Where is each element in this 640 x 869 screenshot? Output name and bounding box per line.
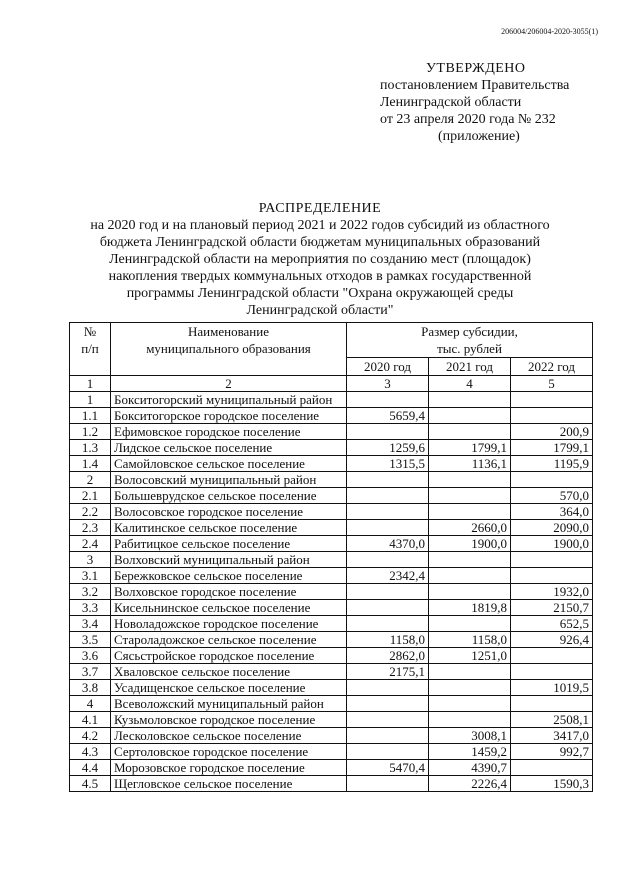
index-cell: 2 <box>111 376 347 392</box>
row-num: 4.5 <box>70 776 111 792</box>
table-row <box>70 696 593 712</box>
row-value-2021 <box>429 616 511 632</box>
row-value-2022: 926,4 <box>511 632 593 648</box>
row-name: Староладожское сельское поселение <box>111 632 347 648</box>
heading-line-6: Ленинградской области" <box>246 303 394 318</box>
approval-stamp <box>380 60 569 145</box>
approval-line-5: (приложение) <box>438 129 520 144</box>
row-value-2020: 2862,0 <box>347 648 429 664</box>
row-value-2022 <box>511 568 593 584</box>
row-value-2022: 3417,0 <box>511 728 593 744</box>
row-value-2021 <box>429 424 511 440</box>
row-value-2022 <box>511 760 593 776</box>
header-name: Наименование муниципального образования <box>111 323 347 376</box>
row-name: Кисельнинское сельское поселение <box>111 600 347 616</box>
row-value-2021: 2226,4 <box>429 776 511 792</box>
row-value-2021: 1251,0 <box>429 648 511 664</box>
row-num: 3 <box>70 552 111 568</box>
index-cell: 1 <box>70 376 111 392</box>
row-name: Волосовский муниципальный район <box>111 472 347 488</box>
row-name: Волховский муниципальный район <box>111 552 347 568</box>
subsidy-table <box>69 322 593 792</box>
heading-line-5: программы Ленинградской области "Охрана окружающей среды <box>126 286 514 301</box>
document-heading <box>80 200 560 319</box>
row-num: 3.4 <box>70 616 111 632</box>
row-value-2021: 1900,0 <box>429 536 511 552</box>
row-num: 3.5 <box>70 632 111 648</box>
document-id: 206004/206004-2020-3055(1) <box>501 27 598 36</box>
table-row <box>70 552 593 568</box>
row-num: 3.2 <box>70 584 111 600</box>
header-amount: Размер субсидии, тыс. рублей <box>347 323 593 358</box>
table-row <box>70 424 593 440</box>
approval-title: УТВЕРЖДЕНО <box>426 61 526 76</box>
row-value-2020 <box>347 696 429 712</box>
row-name: Бокситогорское городское поселение <box>111 408 347 424</box>
row-value-2020 <box>347 744 429 760</box>
row-value-2020 <box>347 424 429 440</box>
table-row <box>70 488 593 504</box>
table-row <box>70 632 593 648</box>
row-value-2022: 652,5 <box>511 616 593 632</box>
table-row <box>70 504 593 520</box>
row-value-2022 <box>511 552 593 568</box>
row-num: 1.4 <box>70 456 111 472</box>
table-row <box>70 392 593 408</box>
row-value-2021 <box>429 568 511 584</box>
table-row <box>70 456 593 472</box>
row-num: 4.3 <box>70 744 111 760</box>
approval-line-2: постановлением Правительства <box>380 78 570 93</box>
row-value-2022 <box>511 648 593 664</box>
row-value-2021 <box>429 392 511 408</box>
row-value-2022 <box>511 696 593 712</box>
row-value-2021: 1158,0 <box>429 632 511 648</box>
row-value-2020: 5470,4 <box>347 760 429 776</box>
row-name: Лесколовское сельское поселение <box>111 728 347 744</box>
row-value-2021 <box>429 488 511 504</box>
row-num: 2 <box>70 472 111 488</box>
table-row <box>70 440 593 456</box>
header-year-2021: 2021 год <box>429 358 511 376</box>
row-value-2020 <box>347 728 429 744</box>
row-value-2020: 2342,4 <box>347 568 429 584</box>
document-title: РАСПРЕДЕЛЕНИЕ <box>258 201 382 216</box>
index-cell: 5 <box>511 376 593 392</box>
table-row <box>70 568 593 584</box>
row-value-2022 <box>511 472 593 488</box>
row-value-2021 <box>429 680 511 696</box>
table-row <box>70 472 593 488</box>
row-value-2021: 1799,1 <box>429 440 511 456</box>
heading-line-3: Ленинградской области на мероприятия по созданию мест (площадок) <box>109 252 531 267</box>
row-value-2021 <box>429 408 511 424</box>
row-num: 2.3 <box>70 520 111 536</box>
row-value-2020: 2175,1 <box>347 664 429 680</box>
row-value-2021: 3008,1 <box>429 728 511 744</box>
row-name: Большеврудское сельское поселение <box>111 488 347 504</box>
row-name: Волховское городское поселение <box>111 584 347 600</box>
row-name: Ефимовское городское поселение <box>111 424 347 440</box>
row-num: 3.7 <box>70 664 111 680</box>
row-num: 4.1 <box>70 712 111 728</box>
row-value-2021: 2660,0 <box>429 520 511 536</box>
row-value-2022: 2150,7 <box>511 600 593 616</box>
row-name: Всеволожский муниципальный район <box>111 696 347 712</box>
table-row <box>70 616 593 632</box>
index-cell: 3 <box>347 376 429 392</box>
row-value-2022: 1799,1 <box>511 440 593 456</box>
row-value-2020: 1315,5 <box>347 456 429 472</box>
row-value-2021: 1136,1 <box>429 456 511 472</box>
row-num: 4.4 <box>70 760 111 776</box>
header-num: № п/п <box>70 323 111 376</box>
row-num: 3.8 <box>70 680 111 696</box>
row-value-2022: 1590,3 <box>511 776 593 792</box>
table-row <box>70 600 593 616</box>
heading-line-1: на 2020 год и на плановый период 2021 и 2022 годов субсидий из областного <box>90 218 550 233</box>
row-value-2021: 1819,8 <box>429 600 511 616</box>
row-value-2021 <box>429 472 511 488</box>
table-row <box>70 520 593 536</box>
row-value-2021 <box>429 712 511 728</box>
table-header-row <box>70 323 593 358</box>
row-name: Морозовское городское поселение <box>111 760 347 776</box>
row-value-2022 <box>511 664 593 680</box>
row-value-2021: 1459,2 <box>429 744 511 760</box>
row-value-2022 <box>511 408 593 424</box>
row-value-2022: 992,7 <box>511 744 593 760</box>
row-name: Рабитицкое сельское поселение <box>111 536 347 552</box>
row-name: Лидское сельское поселение <box>111 440 347 456</box>
row-name: Волосовское городское поселение <box>111 504 347 520</box>
row-value-2020 <box>347 616 429 632</box>
index-cell: 4 <box>429 376 511 392</box>
table-row <box>70 680 593 696</box>
table-row <box>70 408 593 424</box>
row-num: 3.3 <box>70 600 111 616</box>
approval-line-3: Ленинградской области <box>380 95 522 110</box>
row-name: Щегловское сельское поселение <box>111 776 347 792</box>
row-value-2022: 1900,0 <box>511 536 593 552</box>
row-value-2020 <box>347 776 429 792</box>
row-name: Сертоловское городское поселение <box>111 744 347 760</box>
row-name: Сясьстройское городское поселение <box>111 648 347 664</box>
row-name: Кузьмоловское городское поселение <box>111 712 347 728</box>
row-value-2022: 2090,0 <box>511 520 593 536</box>
row-value-2020 <box>347 552 429 568</box>
table-row <box>70 728 593 744</box>
row-num: 4.2 <box>70 728 111 744</box>
row-value-2020: 5659,4 <box>347 408 429 424</box>
row-value-2020 <box>347 520 429 536</box>
table-row <box>70 776 593 792</box>
heading-line-4: накопления твердых коммунальных отходов в рамках государственной <box>108 269 532 284</box>
row-name: Калитинское сельское поселение <box>111 520 347 536</box>
row-value-2022: 1019,5 <box>511 680 593 696</box>
row-value-2022: 570,0 <box>511 488 593 504</box>
row-value-2021: 4390,7 <box>429 760 511 776</box>
row-num: 2.2 <box>70 504 111 520</box>
table-row <box>70 744 593 760</box>
row-value-2020: 1158,0 <box>347 632 429 648</box>
row-name: Хваловское сельское поселение <box>111 664 347 680</box>
table-row <box>70 664 593 680</box>
row-value-2022 <box>511 392 593 408</box>
row-num: 4 <box>70 696 111 712</box>
row-value-2021 <box>429 664 511 680</box>
row-value-2020 <box>347 472 429 488</box>
row-num: 3.6 <box>70 648 111 664</box>
row-value-2020 <box>347 600 429 616</box>
row-value-2020 <box>347 504 429 520</box>
table-row <box>70 712 593 728</box>
table-row <box>70 536 593 552</box>
table-row <box>70 648 593 664</box>
row-name: Самойловское сельское поселение <box>111 456 347 472</box>
row-name: Новоладожское городское поселение <box>111 616 347 632</box>
row-value-2021 <box>429 584 511 600</box>
row-value-2020 <box>347 392 429 408</box>
row-num: 3.1 <box>70 568 111 584</box>
header-year-2022: 2022 год <box>511 358 593 376</box>
row-value-2021 <box>429 696 511 712</box>
row-value-2020 <box>347 488 429 504</box>
approval-line-4: от 23 апреля 2020 года № 232 <box>380 112 556 127</box>
row-value-2022: 1195,9 <box>511 456 593 472</box>
row-name: Бережковское сельское поселение <box>111 568 347 584</box>
row-num: 1.2 <box>70 424 111 440</box>
heading-line-2: бюджета Ленинградской области бюджетам муниципальных образований <box>99 235 541 250</box>
row-name: Усадищенское сельское поселение <box>111 680 347 696</box>
row-value-2022: 364,0 <box>511 504 593 520</box>
row-value-2020 <box>347 712 429 728</box>
row-num: 2.1 <box>70 488 111 504</box>
row-num: 1.3 <box>70 440 111 456</box>
table-row <box>70 760 593 776</box>
row-num: 1 <box>70 392 111 408</box>
row-value-2021 <box>429 504 511 520</box>
row-value-2020 <box>347 680 429 696</box>
row-value-2020 <box>347 584 429 600</box>
table-row <box>70 584 593 600</box>
column-index-row <box>70 376 593 392</box>
row-value-2022: 2508,1 <box>511 712 593 728</box>
row-num: 1.1 <box>70 408 111 424</box>
row-num: 2.4 <box>70 536 111 552</box>
row-name: Бокситогорский муниципальный район <box>111 392 347 408</box>
row-value-2020: 1259,6 <box>347 440 429 456</box>
row-value-2020: 4370,0 <box>347 536 429 552</box>
row-value-2022: 200,9 <box>511 424 593 440</box>
row-value-2021 <box>429 552 511 568</box>
row-value-2022: 1932,0 <box>511 584 593 600</box>
header-year-2020: 2020 год <box>347 358 429 376</box>
